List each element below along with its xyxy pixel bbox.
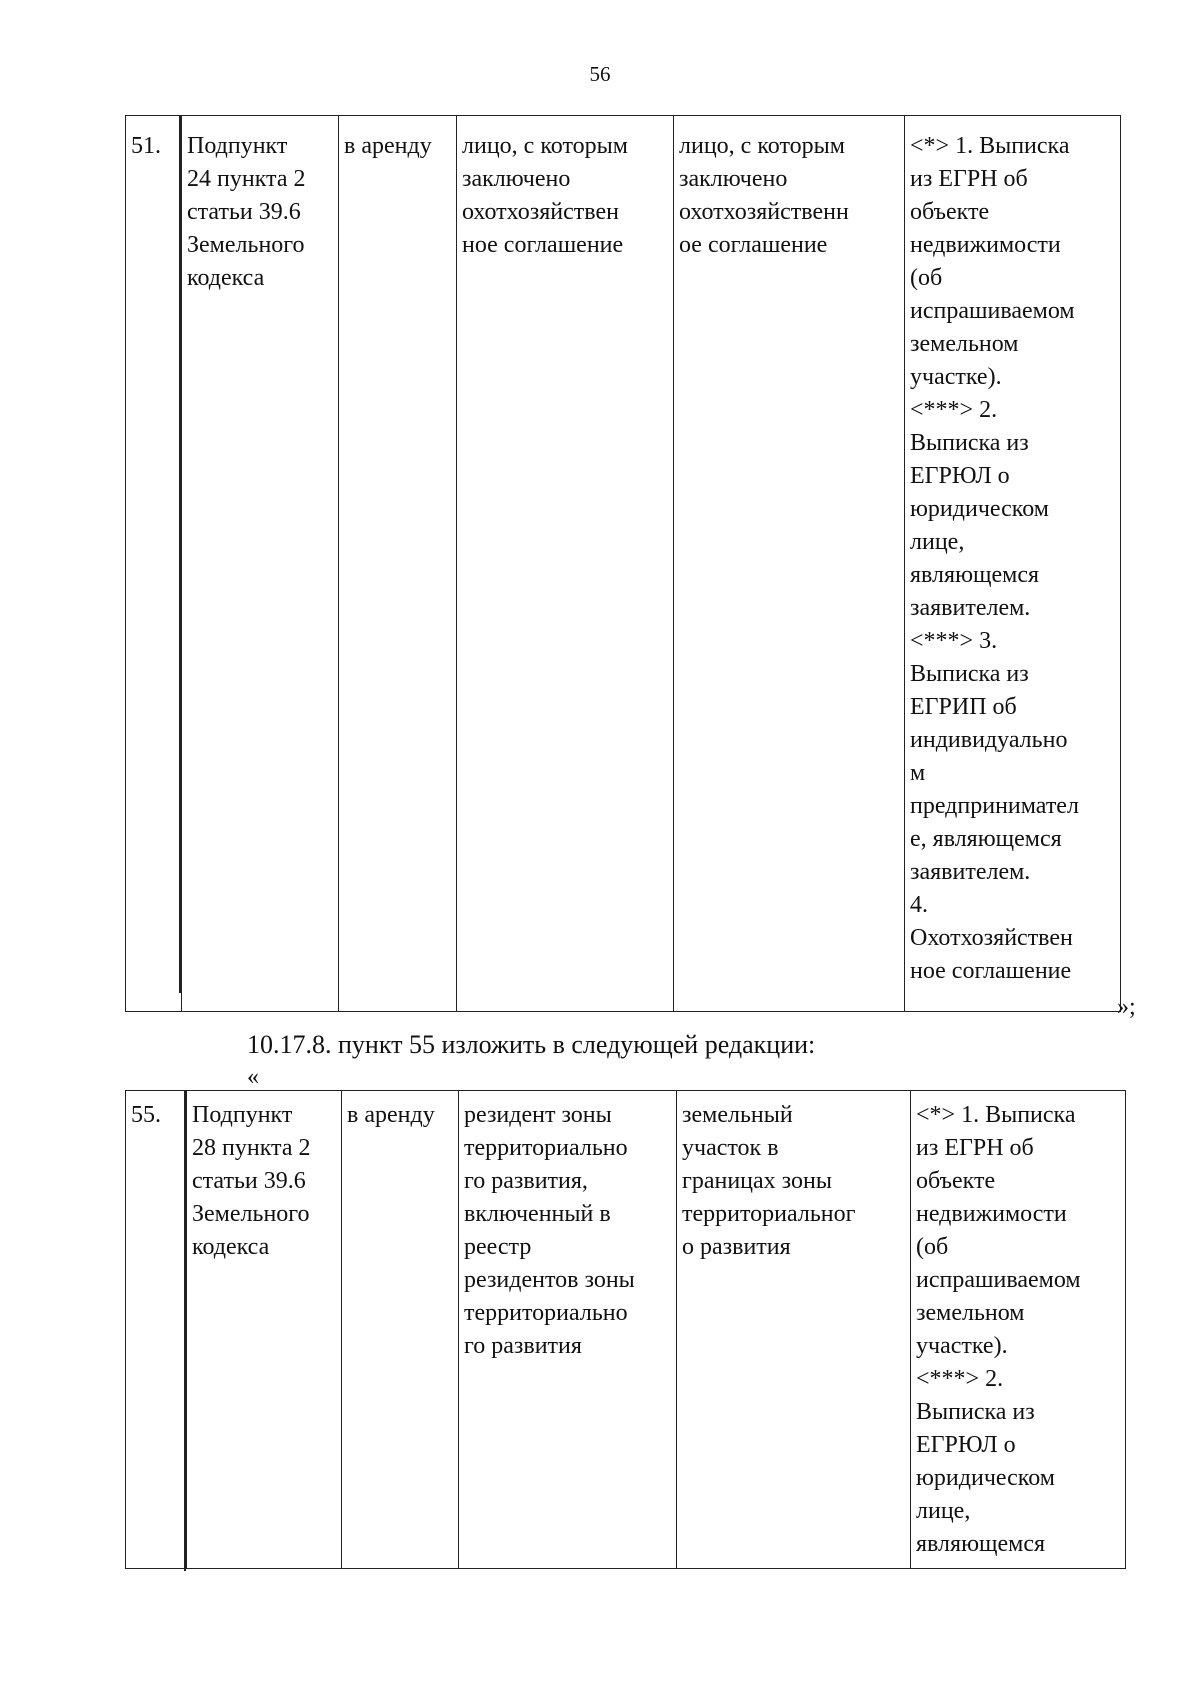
table-row-51 <box>125 115 1121 1012</box>
row-number-cell: 51. <box>126 116 182 1012</box>
land-object-cell: земельный участок в границах зоны территориальног о развития <box>677 1091 911 1569</box>
right-type-cell: в аренду <box>339 116 457 1012</box>
table-divider-line <box>179 116 181 993</box>
closing-quote: »; <box>1117 994 1136 1020</box>
row-number-cell: 55. <box>126 1091 187 1569</box>
opening-quote: « <box>247 1064 259 1090</box>
applicant-cell: лицо, с которым заключено охотхозяйствен ное соглашение <box>457 116 674 1012</box>
land-object-cell: лицо, с которым заключено охотхозяйственн ое соглашение <box>674 116 905 1012</box>
right-type-cell: в аренду <box>342 1091 459 1569</box>
table-row-55 <box>125 1090 1126 1569</box>
documents-cell: <*> 1. Выписка из ЕГРН об объекте недвижимости (об испрашиваемом земельном участке). <***> 2. Выписка из ЕГРЮЛ о юридическом лице, являющемся заявителем. <***> 3. Выписка из ЕГРИП об индивидуально м предпринимател е, являющемся заявителем. 4. Охотхозяйствен ное соглашение <box>905 116 1121 1012</box>
page-number: 56 <box>589 62 611 86</box>
legal-basis-cell: Подпункт 24 пункта 2 статьи 39.6 Земельного кодекса <box>182 116 339 1012</box>
table-divider-line <box>184 1091 186 1571</box>
legal-basis-cell: Подпункт 28 пункта 2 статьи 39.6 Земельного кодекса <box>187 1091 342 1569</box>
amendment-instruction: 10.17.8. пункт 55 изложить в следующей редакции: <box>247 1030 816 1059</box>
documents-cell: <*> 1. Выписка из ЕГРН об объекте недвижимости (об испрашиваемом земельном участке). <***> 2. Выписка из ЕГРЮЛ о юридическом лице, являющемся <box>911 1091 1126 1569</box>
applicant-cell: резидент зоны территориально го развития, включенный в реестр резидентов зоны территориально го развития <box>459 1091 677 1569</box>
